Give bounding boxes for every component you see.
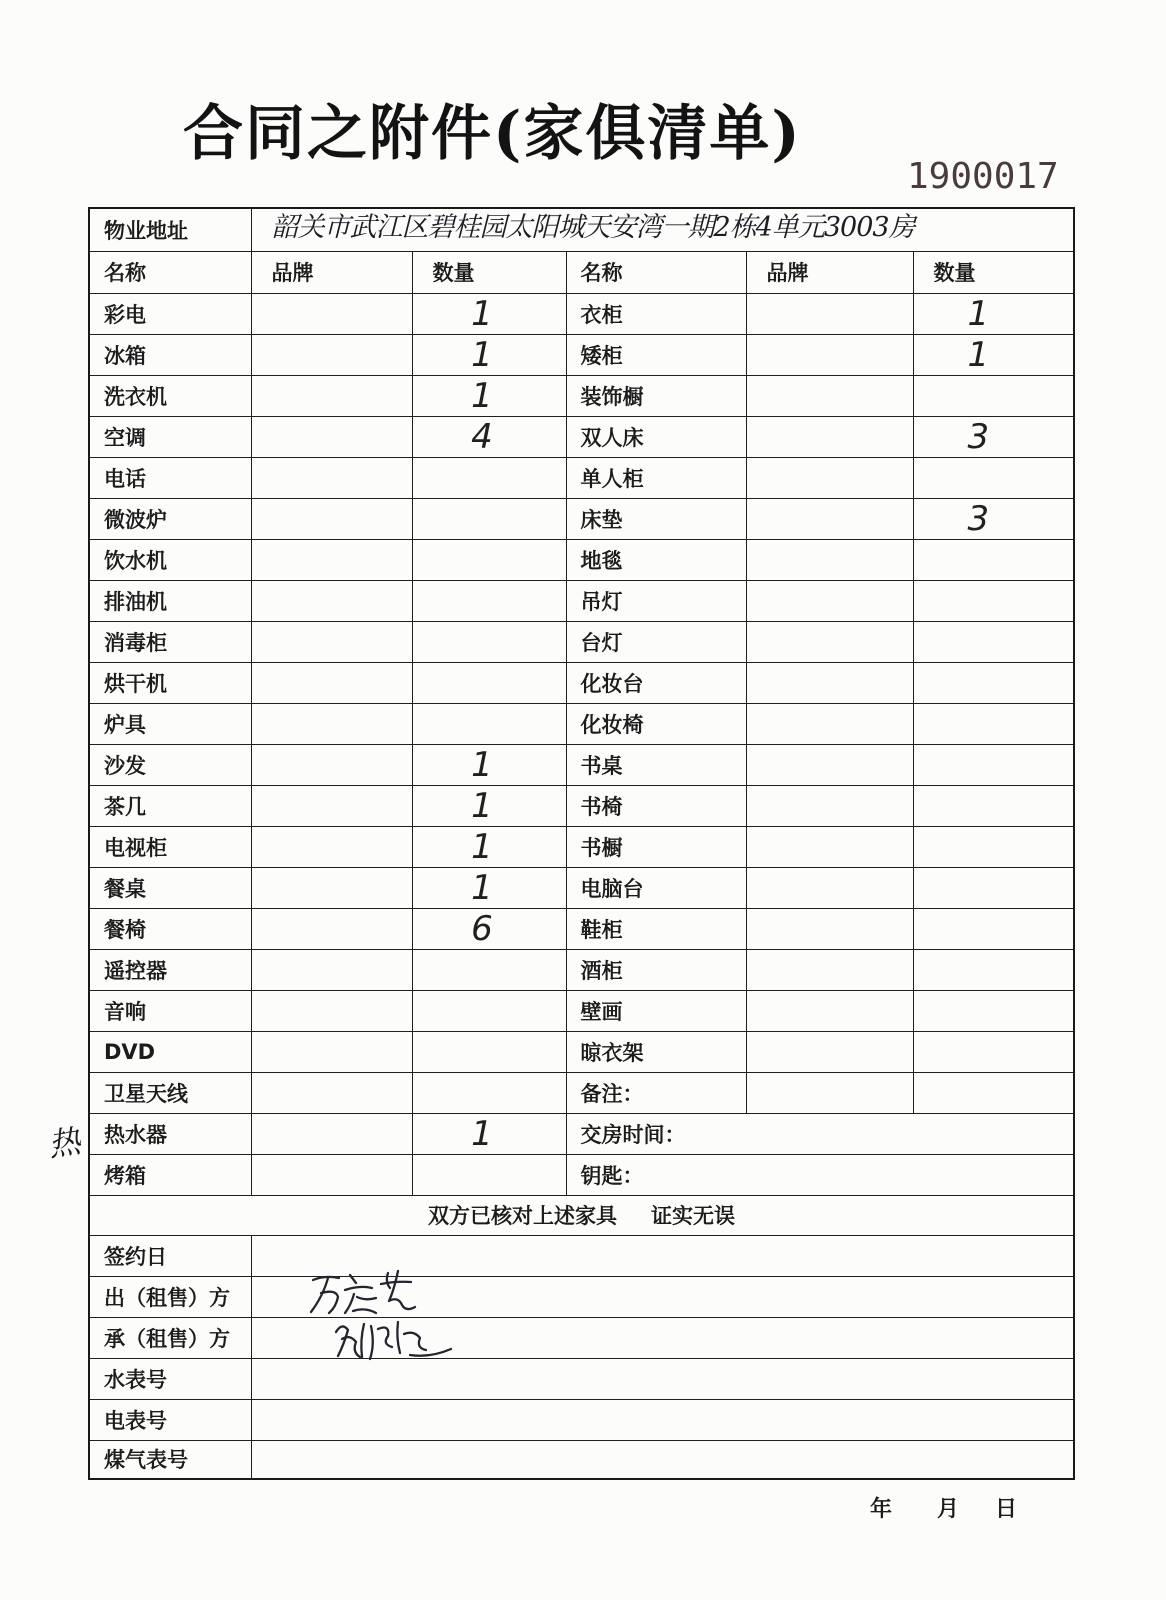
header-name-left: 名称: [89, 251, 251, 293]
sign-row: [89, 1358, 1074, 1399]
left-item-name: 电视柜: [89, 826, 251, 867]
right-item-name: 双人床: [566, 416, 746, 457]
date-month: 月: [937, 1497, 960, 1522]
table-row: [89, 498, 1074, 539]
right-item-brand: [746, 416, 913, 457]
left-item-name: 彩电: [89, 293, 251, 334]
left-item-name: 音响: [89, 990, 251, 1031]
address-row: [89, 208, 1074, 251]
right-item-quantity: [913, 949, 1074, 990]
table-row: [89, 539, 1074, 580]
right-item-brand: [746, 867, 913, 908]
right-item-brand: [746, 826, 913, 867]
right-item-name: 书桌: [566, 744, 746, 785]
address-value-cell: [251, 208, 1074, 251]
left-item-quantity: 1: [412, 785, 566, 826]
right-item-brand: [746, 990, 913, 1031]
left-item-name: 排油机: [89, 580, 251, 621]
left-item-quantity: [412, 703, 566, 744]
right-item-name: 吊灯: [566, 580, 746, 621]
right-item-name: 衣柜: [566, 293, 746, 334]
left-item-quantity: [412, 580, 566, 621]
left-item-brand: [251, 498, 412, 539]
address-label: 物业地址: [89, 208, 251, 251]
sign-row: [89, 1276, 1074, 1317]
sign-row: [89, 1440, 1074, 1479]
date-day: 日: [995, 1497, 1018, 1522]
left-item-name: 餐桌: [89, 867, 251, 908]
left-item-quantity: [412, 498, 566, 539]
left-item-brand: [251, 621, 412, 662]
left-item-name: 电话: [89, 457, 251, 498]
left-item-name: 饮水机: [89, 539, 251, 580]
left-item-brand: [251, 457, 412, 498]
table-row: [89, 334, 1074, 375]
right-item-name: 化妆台: [566, 662, 746, 703]
left-item-quantity: [412, 662, 566, 703]
table-row: [89, 293, 1074, 334]
summary-cell: [89, 1195, 1074, 1235]
right-item-name: 钥匙：: [566, 1154, 1074, 1195]
left-item-name: 洗衣机: [89, 375, 251, 416]
right-item-quantity: [913, 785, 1074, 826]
right-item-quantity: 3: [913, 416, 1074, 457]
right-item-quantity: [913, 375, 1074, 416]
right-item-name: 台灯: [566, 621, 746, 662]
sign-row-label: 煤气表号: [89, 1440, 251, 1479]
lessee-signature: [330, 1314, 456, 1366]
right-item-name: 单人柜: [566, 457, 746, 498]
left-item-brand: [251, 1031, 412, 1072]
left-item-brand: [251, 949, 412, 990]
right-item-brand: [746, 744, 913, 785]
right-item-brand: [746, 334, 913, 375]
left-item-quantity: 1: [412, 334, 566, 375]
left-item-quantity: [412, 990, 566, 1031]
right-item-name: 矮柜: [566, 334, 746, 375]
left-item-name: 烘干机: [89, 662, 251, 703]
right-item-brand: [746, 1031, 913, 1072]
right-item-brand: [746, 662, 913, 703]
header-name-right: 名称: [566, 251, 746, 293]
right-item-quantity: [913, 1072, 1074, 1113]
header-quantity-right: 数量: [913, 251, 1074, 293]
right-item-name: 晾衣架: [566, 1031, 746, 1072]
left-item-name: 烤箱: [89, 1154, 251, 1195]
left-item-quantity: 1: [412, 293, 566, 334]
left-item-brand: [251, 1113, 412, 1154]
handwritten-margin-note: 热: [45, 1121, 83, 1165]
left-item-quantity: 4: [412, 416, 566, 457]
right-item-brand: [746, 580, 913, 621]
left-item-quantity: [412, 1072, 566, 1113]
furniture-list-table: [88, 207, 1075, 1480]
table-row: [89, 621, 1074, 662]
left-item-brand: [251, 826, 412, 867]
right-item-quantity: [913, 867, 1074, 908]
left-item-name: 冰箱: [89, 334, 251, 375]
left-item-quantity: [412, 1031, 566, 1072]
summary-text-b: 证实无误: [651, 1204, 736, 1228]
right-item-name: 书橱: [566, 826, 746, 867]
header-quantity-left: 数量: [412, 251, 566, 293]
left-item-brand: [251, 375, 412, 416]
sign-row: [89, 1235, 1074, 1276]
sign-row-label: 水表号: [89, 1358, 251, 1399]
right-item-quantity: [913, 1031, 1074, 1072]
left-item-name: 沙发: [89, 744, 251, 785]
right-item-brand: [746, 949, 913, 990]
right-item-brand: [746, 457, 913, 498]
left-item-brand: [251, 580, 412, 621]
table-head: [89, 208, 1074, 293]
left-item-name: 炉具: [89, 703, 251, 744]
header-brand-right: 品牌: [746, 251, 913, 293]
table-row: [89, 1072, 1074, 1113]
right-item-name: 书椅: [566, 785, 746, 826]
left-item-name: 微波炉: [89, 498, 251, 539]
right-item-brand: [746, 703, 913, 744]
right-item-quantity: [913, 826, 1074, 867]
sign-row-label: 签约日: [89, 1235, 251, 1276]
left-item-quantity: 1: [412, 375, 566, 416]
table-foot: [89, 1195, 1074, 1479]
left-item-name: 茶几: [89, 785, 251, 826]
summary-row: [89, 1195, 1074, 1235]
right-item-quantity: 1: [913, 293, 1074, 334]
sign-row-value: [251, 1399, 1074, 1440]
left-item-name: 消毒柜: [89, 621, 251, 662]
left-item-quantity: 1: [412, 867, 566, 908]
summary-text-a: 双方已核对上述家具: [428, 1204, 618, 1228]
table-row: [89, 1031, 1074, 1072]
left-item-brand: [251, 990, 412, 1031]
right-item-name: 酒柜: [566, 949, 746, 990]
date-year: 年: [870, 1497, 893, 1522]
left-item-quantity: 1: [412, 826, 566, 867]
serial-number: 1900017: [907, 156, 1059, 197]
sign-row-label: 出（租售）方: [89, 1276, 251, 1317]
left-item-brand: [251, 703, 412, 744]
right-item-brand: [746, 1072, 913, 1113]
document-title: 合同之附件(家俱清单): [183, 99, 802, 169]
left-item-brand: [251, 744, 412, 785]
table-row: [89, 580, 1074, 621]
left-item-brand: [251, 416, 412, 457]
left-item-brand: [251, 662, 412, 703]
right-item-name: 交房时间：: [566, 1113, 1074, 1154]
right-item-quantity: [913, 580, 1074, 621]
left-item-name: 热水器: [89, 1113, 251, 1154]
right-item-brand: [746, 498, 913, 539]
left-item-quantity: 1: [412, 744, 566, 785]
right-item-name: 电脑台: [566, 867, 746, 908]
table-row: [89, 1113, 1074, 1154]
right-item-brand: [746, 375, 913, 416]
table-row: [89, 662, 1074, 703]
right-item-brand: [746, 908, 913, 949]
right-item-quantity: [913, 908, 1074, 949]
left-item-quantity: [412, 457, 566, 498]
left-item-brand: [251, 908, 412, 949]
left-item-name: 卫星天线: [89, 1072, 251, 1113]
right-item-brand: [746, 539, 913, 580]
right-item-quantity: [913, 744, 1074, 785]
right-item-quantity: 3: [913, 498, 1074, 539]
table-row: [89, 416, 1074, 457]
right-item-quantity: 1: [913, 334, 1074, 375]
header-brand-left: 品牌: [251, 251, 412, 293]
left-item-name: 空调: [89, 416, 251, 457]
right-item-name: 装饰橱: [566, 375, 746, 416]
right-item-name: 床垫: [566, 498, 746, 539]
left-item-quantity: [412, 949, 566, 990]
left-item-brand: [251, 1154, 412, 1195]
sign-row: [89, 1399, 1074, 1440]
right-item-quantity: [913, 662, 1074, 703]
header-row: [89, 251, 1074, 293]
right-item-quantity: [913, 703, 1074, 744]
left-item-quantity: [412, 621, 566, 662]
right-item-quantity: [913, 621, 1074, 662]
table-row: [89, 703, 1074, 744]
left-item-name: 餐椅: [89, 908, 251, 949]
table-row: [89, 1154, 1074, 1195]
table-row: [89, 908, 1074, 949]
table-row: [89, 375, 1074, 416]
left-item-brand: [251, 785, 412, 826]
left-item-brand: [251, 334, 412, 375]
address-value: 韶关市武江区碧桂园太阳城天安湾一期2栋4单元3003房: [271, 212, 915, 244]
left-item-name: DVD: [89, 1031, 251, 1072]
right-item-brand: [746, 293, 913, 334]
left-item-quantity: [412, 539, 566, 580]
right-item-quantity: [913, 539, 1074, 580]
left-item-quantity: [412, 1154, 566, 1195]
right-item-quantity: [913, 990, 1074, 1031]
item-rows: [89, 293, 1074, 1195]
left-item-brand: [251, 293, 412, 334]
right-item-name: 化妆椅: [566, 703, 746, 744]
right-item-brand: [746, 621, 913, 662]
left-item-brand: [251, 1072, 412, 1113]
table-row: [89, 457, 1074, 498]
left-item-brand: [251, 539, 412, 580]
table-row: [89, 990, 1074, 1031]
right-item-name: 壁画: [566, 990, 746, 1031]
right-item-brand: [746, 785, 913, 826]
table-row: [89, 826, 1074, 867]
table-row: [89, 949, 1074, 990]
left-item-brand: [251, 867, 412, 908]
left-item-quantity: 1: [412, 1113, 566, 1154]
right-item-name: 地毯: [566, 539, 746, 580]
table-row: [89, 785, 1074, 826]
left-item-name: 遥控器: [89, 949, 251, 990]
right-item-name: 鞋柜: [566, 908, 746, 949]
right-item-quantity: [913, 457, 1074, 498]
sign-row-value: [251, 1440, 1074, 1479]
right-item-name: 备注：: [566, 1072, 746, 1113]
table-row: [89, 867, 1074, 908]
left-item-quantity: 6: [412, 908, 566, 949]
table-row: [89, 744, 1074, 785]
sign-row-label: 电表号: [89, 1399, 251, 1440]
sign-row-label: 承（租售）方: [89, 1317, 251, 1358]
sign-row: [89, 1317, 1074, 1358]
